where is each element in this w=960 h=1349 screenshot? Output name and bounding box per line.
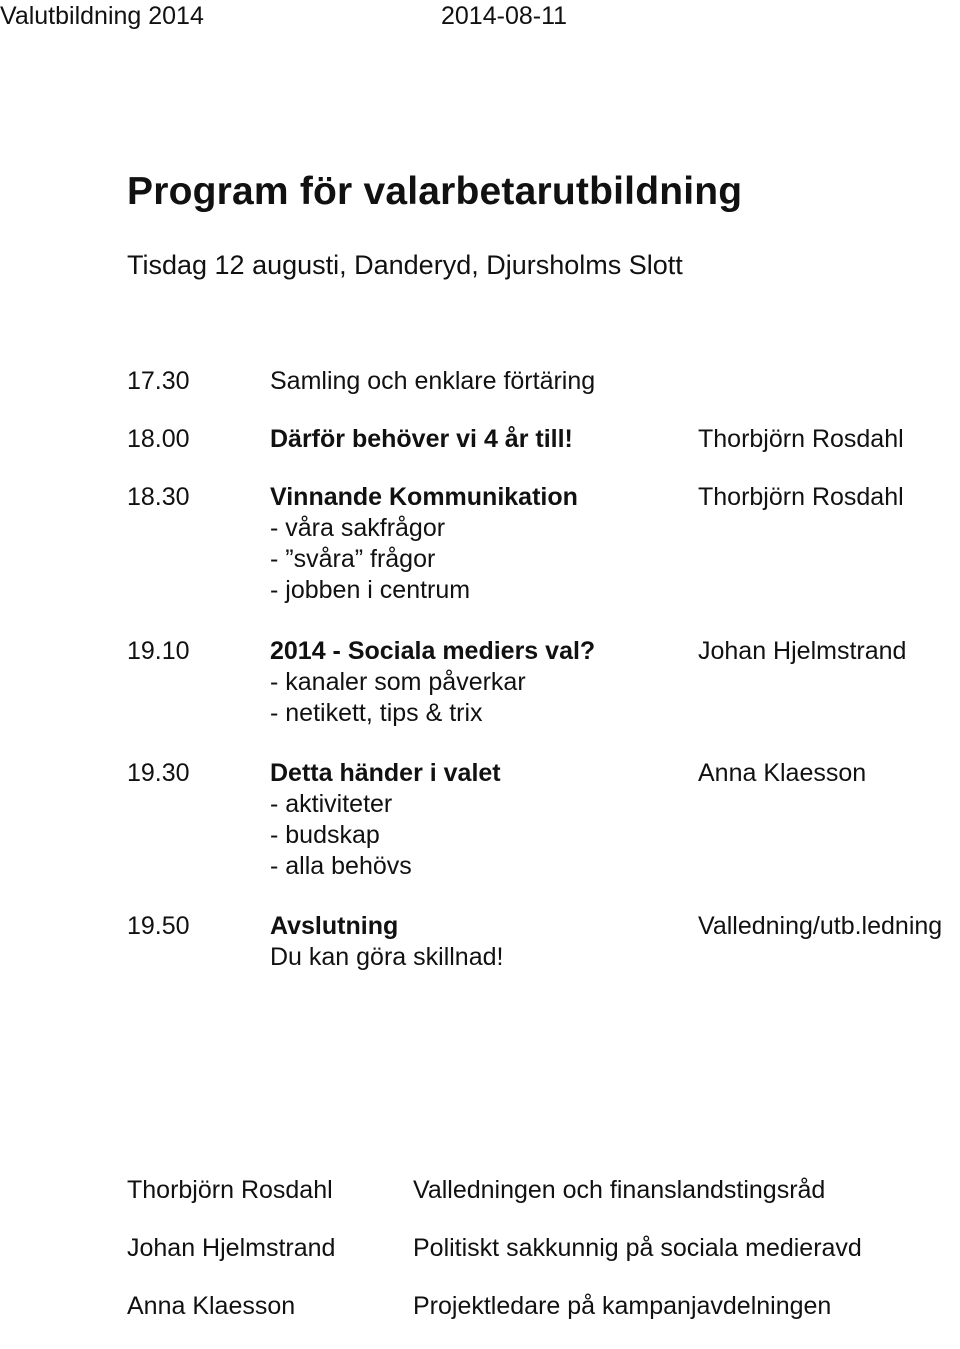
- item-time: 17.30: [127, 367, 190, 395]
- person-name: Thorbjörn Rosdahl: [127, 1176, 333, 1204]
- schedule-item: [127, 366, 960, 397]
- item-time: 19.10: [127, 637, 190, 665]
- people-list: [127, 1175, 960, 1349]
- person-role: Projektledare på kampanjavdelningen: [413, 1292, 832, 1320]
- person-row: [127, 1291, 960, 1349]
- item-detail: Du kan göra skillnad!: [270, 943, 504, 971]
- item-title: Vinnande Kommunikation: [270, 483, 578, 511]
- item-detail: - aktiviteter: [270, 790, 393, 818]
- person-name: Johan Hjelmstrand: [127, 1234, 336, 1262]
- item-presenter: Johan Hjelmstrand: [698, 637, 907, 665]
- item-detail: - netikett, tips & trix: [270, 699, 483, 727]
- item-presenter: Thorbjörn Rosdahl: [698, 425, 904, 453]
- item-title: Samling och enklare förtäring: [270, 367, 596, 395]
- person-name: Anna Klaesson: [127, 1292, 296, 1320]
- schedule-item: [127, 424, 960, 455]
- item-detail: - kanaler som påverkar: [270, 668, 526, 696]
- item-title: 2014 - Sociala mediers val?: [270, 637, 596, 665]
- item-title: Avslutning: [270, 912, 399, 940]
- item-presenter: Valledning/utb.ledning: [698, 912, 943, 940]
- header-left: Valutbildning 2014: [0, 2, 204, 30]
- item-presenter: Anna Klaesson: [698, 759, 867, 787]
- page-subtitle: Tisdag 12 augusti, Danderyd, Djursholms Slott: [127, 250, 683, 280]
- item-title: Därför behöver vi 4 år till!: [270, 425, 573, 453]
- item-time: 19.50: [127, 912, 190, 940]
- item-time: 18.30: [127, 483, 190, 511]
- item-title: Detta händer i valet: [270, 759, 501, 787]
- item-detail: - våra sakfrågor: [270, 514, 446, 542]
- item-detail: - budskap: [270, 821, 380, 849]
- schedule-item: [127, 911, 960, 973]
- item-time: 19.30: [127, 759, 190, 787]
- page-title: Program för valarbetarutbildning: [127, 170, 743, 213]
- item-presenter: Thorbjörn Rosdahl: [698, 483, 904, 511]
- schedule-item: [127, 636, 960, 729]
- item-detail: - alla behövs: [270, 852, 412, 880]
- person-role: Valledningen och finanslandstingsråd: [413, 1176, 826, 1204]
- item-time: 18.00: [127, 425, 190, 453]
- person-role: Politiskt sakkunnig på sociala medieravd: [413, 1234, 862, 1262]
- schedule-item: [127, 482, 960, 606]
- item-detail: - ”svåra” frågor: [270, 545, 436, 573]
- header-date: 2014-08-11: [441, 2, 568, 30]
- person-row: [127, 1175, 960, 1233]
- person-row: [127, 1233, 960, 1291]
- schedule-item: [127, 758, 960, 882]
- item-detail: - jobben i centrum: [270, 576, 471, 604]
